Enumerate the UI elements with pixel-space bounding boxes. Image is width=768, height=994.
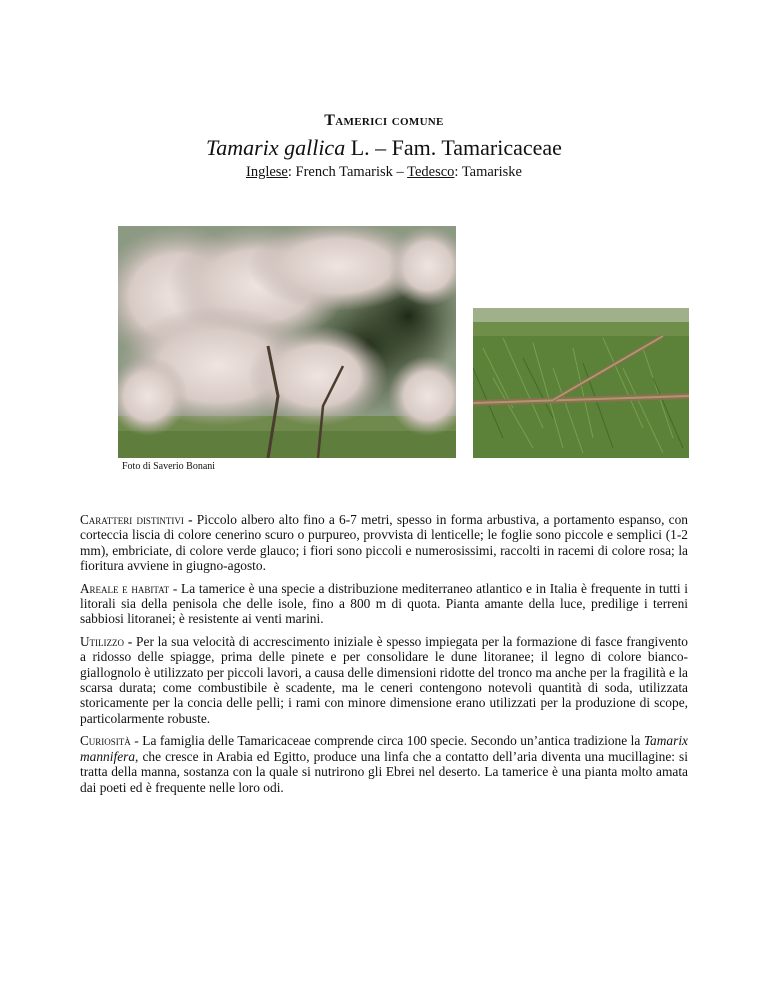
section-areale-heading: Areale e habitat [80, 580, 170, 596]
title-block [0, 108, 768, 182]
vernacular-names [0, 162, 768, 182]
section-curiosita-sep: - [130, 733, 143, 749]
german-label: Tedesco [407, 164, 455, 180]
tamarisk-flowering-image [118, 226, 456, 458]
section-caratteri [80, 512, 688, 574]
section-curiosita [80, 733, 688, 795]
section-caratteri-text: Piccolo albero alto fino a 6-7 metri, spesso in forma arbustiva, a portamento espanso, con corteccia liscia di colore cenerino scuro o purpureo, provvista di lenticelle; le foglie sono piccole e semplici (1-2 mm), embriciate, di colore verde glauco; i fiori sono piccoli e numerosissimi, raccolti in racemi di colore rosa; la fioritura avviene in giugno-agosto. [80, 512, 689, 574]
section-curiosita-text-after: , che cresce in Arabia ed Egitto, produce una linfa che a contatto dell’aria diventa una mucillagine: si tratta della manna, sostanza con la quale si nutrirono gli Ebrei nel deserto. La tamerice è una pianta molto amata dai poeti ed è frequente nelle loro odi. [80, 748, 688, 795]
section-utilizzo-text: Per la sua velocità di accrescimento iniziale è spesso impiegata per la formazione di fasce frangivento a ridosso delle spiagge, prima delle pinete e per consolidare le dune litoranee; il legno di colore bianco-giallognolo è utilizzato per piccoli lavori, a causa delle dimensioni ridotte del tronco ma anche per la fragilità e la scarsa durata; come combustibile è scadente, ma le ceneri contengono notevoli quantità di soda, utilizzata storicamente per la concia delle pelli; i rami con minore dimensione erano utilizzati per la produzione di scope, particolarmente robuste. [80, 633, 688, 726]
section-curiosita-text-before: La famiglia delle Tamaricaceae comprende circa 100 specie. Secondo un’antica tradizione la [142, 733, 644, 749]
section-areale-text: La tamerice è una specie a distribuzione mediterraneo atlantico e in Italia è frequente in tutti i litorali sia della penisola che delle isole, fino a 800 m di quota. Pianta amante della luce, predilige i terreni sabbiosi litoranei; è resistente ai venti marini. [80, 580, 689, 627]
tamarisk-branch-photo [473, 308, 689, 458]
tamarisk-flowering-photo [118, 226, 456, 458]
section-utilizzo-heading: Utilizzo [80, 633, 125, 649]
body-text [80, 512, 688, 802]
section-areale-sep: - [169, 580, 182, 596]
family-name: L. – Fam. Tamaricaceae [345, 135, 562, 160]
english-name: : French Tamarisk – [287, 164, 408, 180]
common-name: Tamerici comune [324, 112, 444, 129]
section-areale [80, 581, 688, 627]
section-curiosita-heading: Curiosità [80, 733, 131, 749]
scientific-name-line [0, 134, 768, 162]
photo-caption: Foto di Saverio Bonani [122, 461, 216, 472]
section-utilizzo [80, 634, 688, 726]
german-name: : Tamariske [454, 164, 522, 180]
tamarisk-branch-image [473, 308, 689, 458]
scientific-name: Tamarix gallica [206, 135, 346, 160]
section-utilizzo-sep: - [124, 633, 137, 649]
section-caratteri-sep: - [183, 512, 197, 527]
section-curiosita-species: Tamarix mannifera [80, 733, 688, 764]
english-label: Inglese [245, 164, 288, 180]
section-caratteri-heading: Caratteri distintivi [80, 512, 184, 527]
